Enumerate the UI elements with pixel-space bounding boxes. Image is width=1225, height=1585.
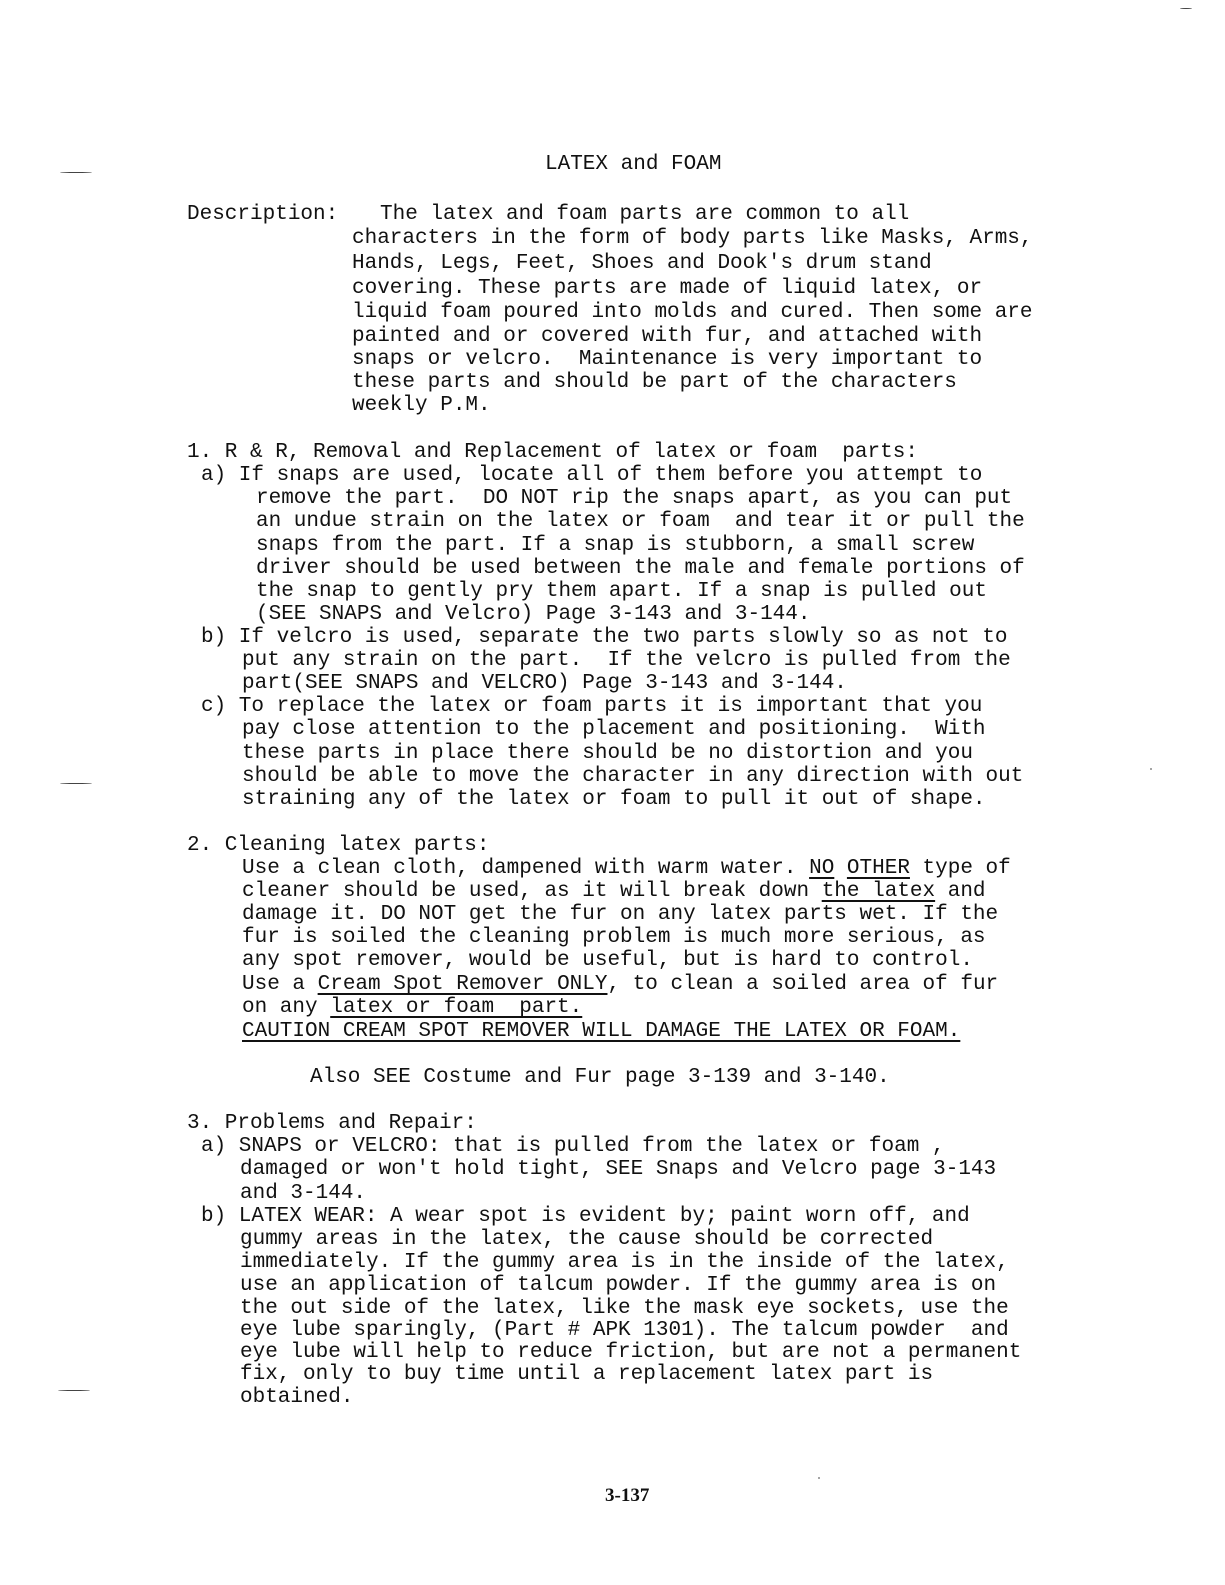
section-1-item-c-line: straining any of the latex or foam to pull it out of shape. xyxy=(242,788,986,811)
section-3-item-b-line: eye lube sparingly, (Part # APK 1301). The talcum powder and xyxy=(240,1319,1009,1342)
binder-mark xyxy=(1180,8,1192,9)
section-3-item-a-line: and 3-144. xyxy=(240,1182,367,1205)
description-line: Hands, Legs, Feet, Shoes and Dook's drum stand xyxy=(352,252,932,275)
section-2-line: on any latex or foam part. xyxy=(242,996,583,1019)
description-first-line: The latex and foam parts are common to all xyxy=(380,203,910,226)
section-1-item-c-line: should be able to move the character in any direction with out xyxy=(242,765,1024,788)
section-1-item-c-line: pay close attention to the placement and positioning. With xyxy=(242,718,986,741)
section-3-item-b-line: use an application of talcum powder. If the gummy area is on xyxy=(240,1274,997,1297)
section-3-item-a: a) SNAPS or VELCRO: that is pulled from the latex or foam , xyxy=(201,1135,945,1158)
section-2-line: any spot remover, would be useful, but is hard to control. xyxy=(242,949,973,972)
page-title: LATEX and FOAM xyxy=(545,153,722,176)
section-1-heading: 1. R & R, Removal and Replacement of latex or foam parts: xyxy=(187,441,918,464)
section-1-item-a-line: driver should be used between the male and female portions of xyxy=(256,557,1025,580)
section-2-heading: 2. Cleaning latex parts: xyxy=(187,834,490,857)
description-line: liquid foam poured into molds and cured. Then some are xyxy=(352,301,1033,324)
section-1-item-a-line: an undue strain on the latex or foam and tear it or pull the xyxy=(256,510,1025,533)
section-3-item-b-line: eye lube will help to reduce friction, but are not a permanent xyxy=(240,1341,1022,1364)
binder-mark xyxy=(58,1390,90,1391)
section-1-item-a-line: snaps from the part. If a snap is stubborn, a small screw xyxy=(256,534,975,557)
underlined-the-latex: the latex xyxy=(821,880,936,903)
scan-speck xyxy=(1150,768,1152,770)
section-3-item-b-line: the out side of the latex, like the mask eye sockets, use the xyxy=(240,1297,1009,1320)
description-label: Description: xyxy=(187,203,339,226)
section-2-line: damage it. DO NOT get the fur on any latex parts wet. If the xyxy=(242,903,999,926)
binder-mark xyxy=(60,783,92,784)
section-1-item-a-line: the snap to gently pry them apart. If a snap is pulled out xyxy=(256,580,987,603)
section-1-item-b-line: put any strain on the part. If the velcro is pulled from the xyxy=(242,649,1011,672)
binder-mark xyxy=(60,172,92,173)
section-1-item-c: c) To replace the latex or foam parts it is important that you xyxy=(201,695,983,718)
section-3-heading: 3. Problems and Repair: xyxy=(187,1112,477,1135)
page-number: 3-137 xyxy=(605,1485,650,1506)
description-line: snaps or velcro. Maintenance is very important to xyxy=(352,348,983,371)
scan-speck xyxy=(818,1477,820,1479)
section-1-item-c-line: these parts in place there should be no distortion and you xyxy=(242,742,973,765)
section-1-item-a-line: remove the part. DO NOT rip the snaps apart, as you can put xyxy=(256,487,1013,510)
section-1-item-a-line: (SEE SNAPS and Velcro) Page 3-143 and 3-144. xyxy=(256,603,811,626)
description-line: these parts and should be part of the characters xyxy=(352,371,957,394)
description-line: weekly P.M. xyxy=(352,394,491,417)
description-line: painted and or covered with fur, and attached with xyxy=(352,325,983,348)
section-1-item-a: a) If snaps are used, locate all of them before you attempt to xyxy=(201,464,983,487)
section-3-item-b-line: obtained. xyxy=(240,1386,354,1409)
section-2-line: Use a Cream Spot Remover ONLY, to clean a soiled area of fur xyxy=(242,973,999,996)
section-3-item-b: b) LATEX WEAR: A wear spot is evident by; paint worn off, and xyxy=(201,1205,970,1228)
underlined-latex-or-foam: latex or foam part. xyxy=(330,996,583,1019)
section-3-item-a-line: damaged or won't hold tight, SEE Snaps and Velcro page 3-143 xyxy=(240,1158,997,1181)
underlined-no: NO xyxy=(809,857,835,880)
description-line: covering. These parts are made of liquid latex, or xyxy=(352,277,983,300)
description-line: characters in the form of body parts like Masks, Arms, xyxy=(352,227,1033,250)
also-see-reference: Also SEE Costume and Fur page 3-139 and 3-140. xyxy=(310,1066,890,1089)
caution-warning: CAUTION CREAM SPOT REMOVER WILL DAMAGE THE LATEX OR FOAM. xyxy=(242,1020,961,1043)
section-2-line: Use a clean cloth, dampened with warm water. NO OTHER type of xyxy=(242,857,1011,880)
underlined-other: OTHER xyxy=(846,857,910,880)
section-3-item-b-line: immediately. If the gummy area is in the inside of the latex, xyxy=(240,1251,1009,1274)
section-2-line: cleaner should be used, as it will break down the latex and xyxy=(242,880,986,903)
underlined-cream-spot-remover: Cream Spot Remover ONLY xyxy=(317,973,608,996)
section-1-item-b-line: part(SEE SNAPS and VELCRO) Page 3-143 and 3-144. xyxy=(242,672,847,695)
section-2-line: fur is soiled the cleaning problem is much more serious, as xyxy=(242,926,986,949)
section-1-item-b: b) If velcro is used, separate the two parts slowly so as not to xyxy=(201,626,1008,649)
section-3-item-b-line: fix, only to buy time until a replacement latex part is xyxy=(240,1363,934,1386)
section-3-item-b-line: gummy areas in the latex, the cause should be corrected xyxy=(240,1228,934,1251)
